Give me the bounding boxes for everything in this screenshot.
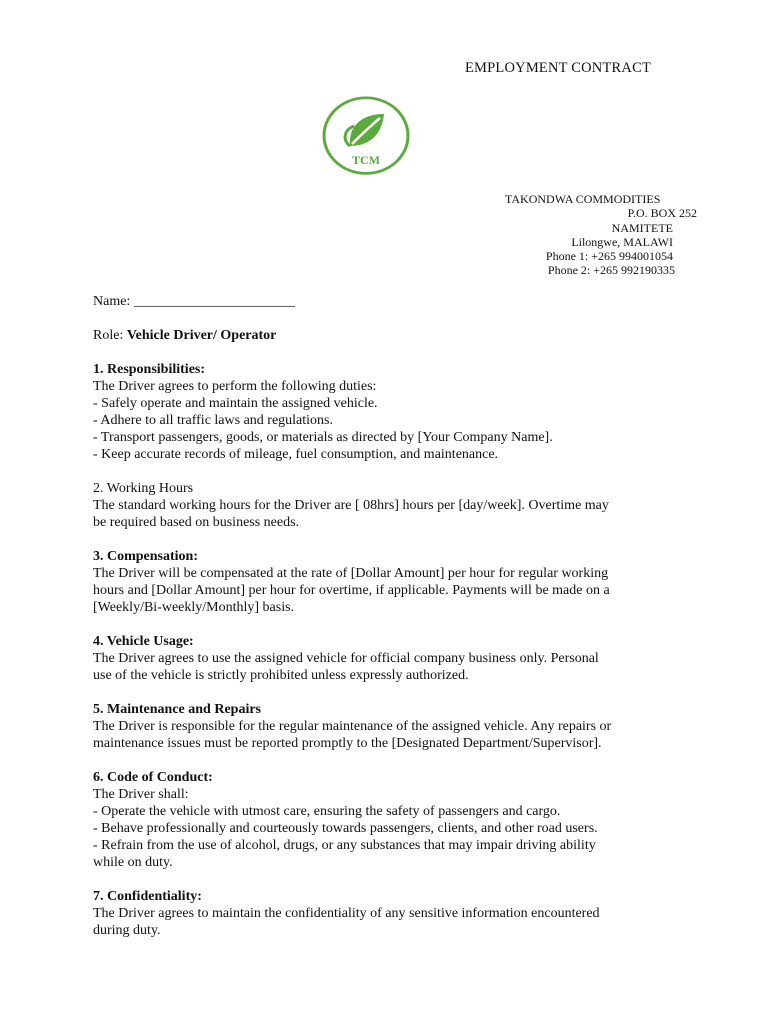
section-heading-responsibilities: 1. Responsibilities: (93, 362, 206, 377)
paragraph-line: maintenance issues must be reported promptly to the [Designated Department/Supervisor]. (93, 736, 602, 751)
paragraph-line: during duty. (93, 923, 161, 938)
list-item: - Adhere to all traffic laws and regulations. (93, 413, 333, 428)
list-item: while on duty. (93, 855, 173, 870)
list-item: - Behave professionally and courteously towards passengers, clients, and other road users. (93, 821, 598, 836)
list-item: - Operate the vehicle with utmost care, ensuring the safety of passengers and cargo. (93, 804, 561, 819)
section-heading-confidentiality: 7. Confidentiality: (93, 889, 202, 904)
section-heading-vehicle-usage: 4. Vehicle Usage: (93, 634, 194, 649)
section-heading-maintenance: 5. Maintenance and Repairs (93, 702, 261, 717)
section-heading-conduct: 6. Code of Conduct: (93, 770, 213, 785)
company-box: P.O. BOX 252 (627, 206, 697, 221)
conduct-intro: The Driver shall: (93, 787, 189, 802)
responsibilities-intro: The Driver agrees to perform the following duties: (93, 379, 377, 394)
list-item: - Keep accurate records of mileage, fuel consumption, and maintenance. (93, 447, 499, 462)
paragraph-line: [Weekly/Bi-weekly/Monthly] basis. (93, 600, 295, 615)
company-region: Lilongwe, MALAWI (571, 234, 673, 249)
name-line (93, 293, 678, 310)
company-name: TAKONDWA COMMODITIES (505, 192, 661, 206)
company-town: NAMITETE (611, 220, 673, 235)
paragraph-line: The Driver will be compensated at the rate of [Dollar Amount] per hour for regular working (93, 566, 609, 581)
list-item: - Refrain from the use of alcohol, drugs, or any substances that may impair driving ability (93, 838, 596, 853)
company-phone-2: Phone 2: +265 992190335 (547, 263, 675, 278)
company-logo (320, 96, 412, 176)
name-blank: _______________________ (133, 294, 295, 309)
logo-text: TCM (352, 153, 380, 167)
paragraph-line: be required based on business needs. (93, 515, 300, 530)
paragraph-line: use of the vehicle is strictly prohibited unless expressly authorized. (93, 668, 469, 683)
page-title: EMPLOYMENT CONTRACT (465, 60, 651, 76)
list-item: - Safely operate and maintain the assigned vehicle. (93, 396, 378, 411)
list-item: - Transport passengers, goods, or materials as directed by [Your Company Name]. (93, 430, 553, 445)
name-label: Name: (93, 294, 134, 309)
role-label: Role: (93, 328, 127, 343)
section-heading-working-hours: 2. Working Hours (93, 481, 194, 496)
paragraph-line: hours and [Dollar Amount] per hour for overtime, if applicable. Payments will be made on a (93, 583, 610, 598)
role-value: Vehicle Driver/ Operator (126, 328, 277, 343)
role-line (93, 327, 678, 344)
contract-body (93, 293, 678, 939)
company-address (470, 192, 697, 278)
paragraph-line: The standard working hours for the Driver are [ 08hrs] hours per [day/week]. Overtime may (93, 498, 609, 513)
company-phone-1: Phone 1: +265 994001054 (545, 249, 673, 264)
paragraph-line: The Driver agrees to use the assigned vehicle for official company business only. Personal (93, 651, 599, 666)
paragraph-line: The Driver is responsible for the regular maintenance of the assigned vehicle. Any repairs or (93, 719, 612, 734)
paragraph-line: The Driver agrees to maintain the confidentiality of any sensitive information encountered (93, 906, 600, 921)
section-heading-compensation: 3. Compensation: (93, 549, 199, 564)
